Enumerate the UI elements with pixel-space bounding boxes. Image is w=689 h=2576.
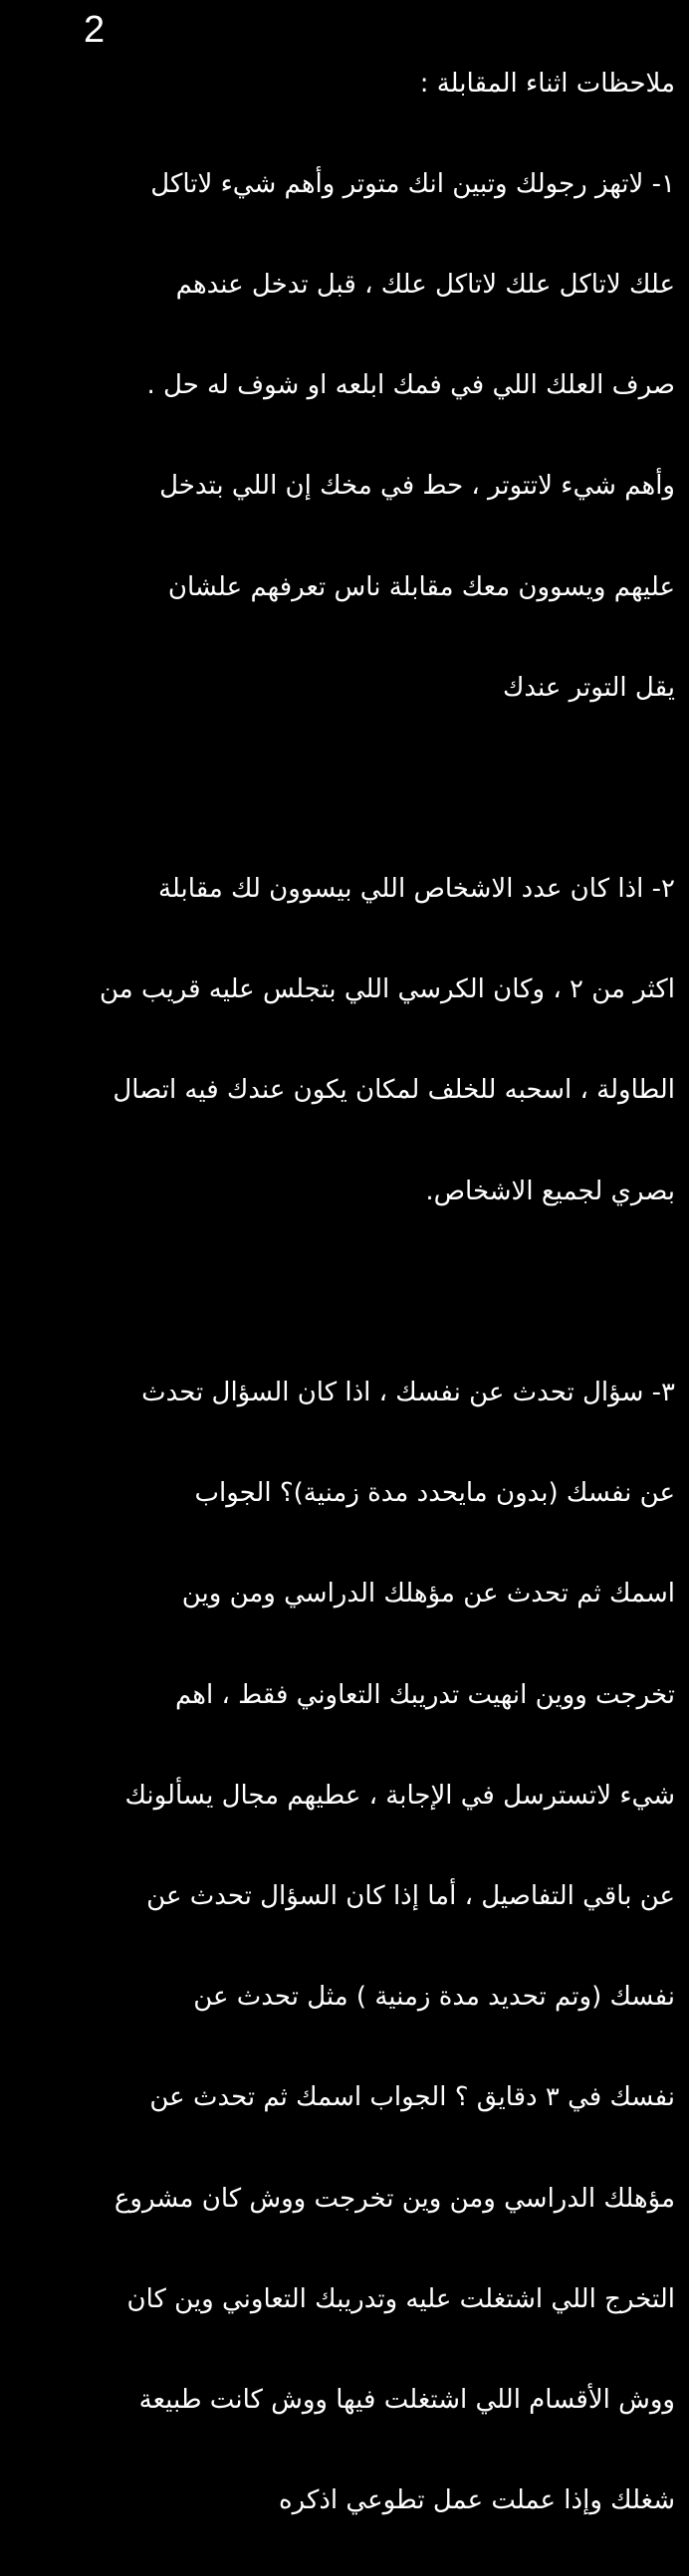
note-line: عليهم ويسوون معك مقابلة ناس تعرفهم علشان	[167, 571, 675, 602]
blank-line	[10, 1267, 675, 1318]
note-line: اسمك ثم تحدث عن مؤهلك الدراسي ومن وين	[181, 1579, 675, 1610]
note-line: نفسك في ٣ دقايق ؟ الجواب اسمك ثم تحدث عن	[149, 2082, 675, 2113]
note-line: عن نفسك (بدون مايحدد مدة زمنية)؟ الجواب	[194, 1478, 675, 1509]
note-line: التخرج اللي اشتغلت عليه وتدريبك التعاوني وين كان	[126, 2283, 675, 2314]
note-line: نفسك (وتم تحديد مدة زمنية ) مثل تحدث عن	[193, 1982, 675, 2013]
note-line: ٣- سؤال تحدث عن نفسك ، اذا كان السؤال تحدث	[141, 1378, 675, 1408]
note-line: ٢- اذا كان عدد الاشخاص اللي بيسوون لك مقابلة	[157, 874, 675, 905]
note-line: علك لاتاكل علك لاتاكل علك ، قبل تدخل عندهم	[175, 269, 675, 300]
note-line: صرف العلك اللي في فمك ابلعه او شوف له حل .	[146, 370, 675, 401]
note-line: مؤهلك الدراسي ومن وين تخرجت ووش كان مشروع	[114, 2183, 675, 2214]
page-number: 2	[84, 9, 106, 51]
blank-line	[10, 763, 675, 814]
note-line: وأهم شيء لاتتوتر ، حط في مخك إن اللي بتدخل	[159, 471, 675, 502]
note-line: شيء لاتسترسل في الإجابة ، عطيهم مجال يسألونك	[124, 1780, 675, 1811]
note-line: اكثر من ٢ ، وكان الكرسي اللي بتجلس عليه قريب من	[100, 974, 675, 1005]
note-line: الطاولة ، اسحبه للخلف لمكان يكون عندك فيه اتصال	[113, 1075, 675, 1106]
notes-body[interactable]	[10, 8, 675, 2576]
note-line: عن باقي التفاصيل ، أما إذا كان السؤال تحدث عن	[146, 1880, 675, 1911]
notes-title: ملاحظات اثناء المقابلة :	[419, 68, 675, 99]
note-line: شغلك وإذا عملت عمل تطوعي اذكره	[279, 2485, 675, 2516]
note-line: يقل التوتر عندك	[502, 672, 675, 703]
note-line: ووش الأقسام اللي اشتغلت فيها ووش كانت طبيعة	[138, 2384, 675, 2415]
note-line: ١- لاتهز رجولك وتبين انك متوتر وأهم شيء لاتاكل	[150, 168, 675, 199]
note-line: تخرجت ووين انهيت تدريبك التعاوني فقط ، اهم	[174, 1679, 675, 1710]
note-line: بصري لجميع الاشخاص.	[425, 1176, 675, 1206]
